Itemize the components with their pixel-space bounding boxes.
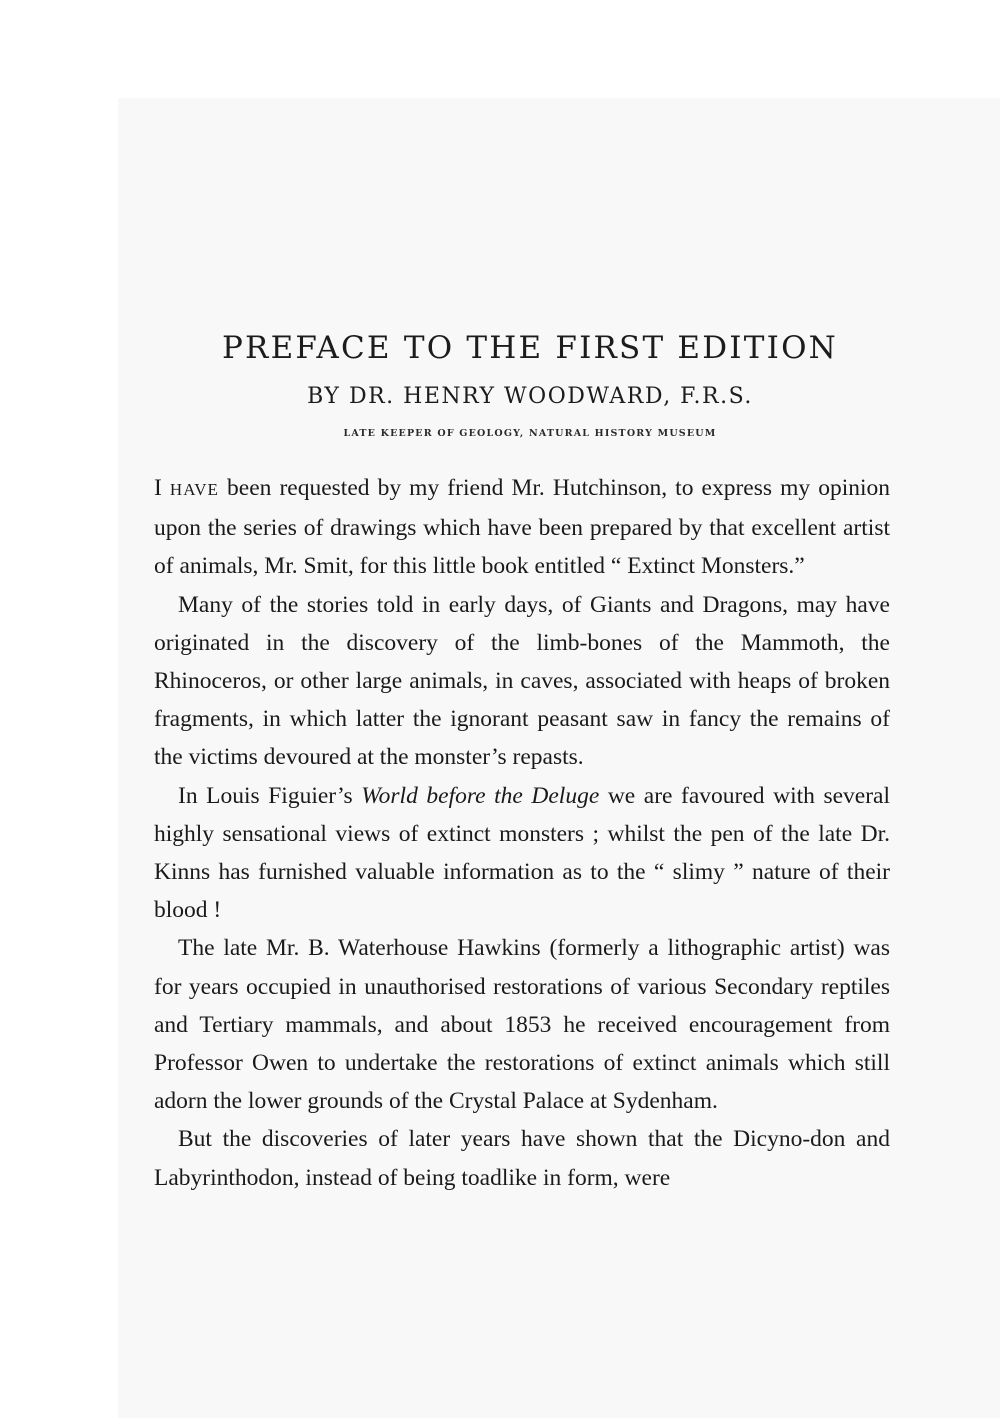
preface-body: [154, 469, 890, 1197]
page-title: PREFACE TO THE FIRST EDITION: [221, 330, 839, 366]
paragraph-3-text-a: In Louis Figuier’s: [178, 782, 362, 809]
paragraph-5: But the discoveries of later years have shown that the Dicyno-don and Labyrinthodon, instead of being toadlike in form, were: [154, 1126, 890, 1191]
smallcaps-word: HAVE: [169, 480, 219, 499]
paragraph-1: [154, 469, 890, 586]
paragraph-1-text: been requested by my friend Mr. Hutchinson, to express my opinion upon the series of drawings which have been prepared by that excellent artist of animals, Mr. Smit, for this little book entitled “ Extinct Monsters.”: [154, 475, 891, 580]
paragraph-3-text-b: we are favoured with several highly sensational views of extinct monsters ; whilst the pen of the late Dr. Kinns has furnished valuable information as to the “ slimy ” nature of their blood !: [154, 782, 891, 924]
author-affiliation: LATE KEEPER OF GEOLOGY, NATURAL HISTORY MUSEUM: [343, 428, 717, 439]
book-title: World before the Deluge: [361, 782, 600, 809]
drop-word: I: [154, 475, 162, 501]
paragraph-4: The late Mr. B. Waterhouse Hawkins (formerly a lithographic artist) was for years occupied in unauthorised restorations of various Secondary reptiles and Tertiary mammals, and about 1853 he received encouragement from Professor Owen to undertake the restorations of extinct animals which still adorn the lower grounds of the Crystal Palace at Sydenham.: [154, 935, 890, 1115]
paragraph-2: Many of the stories told in early days, of Giants and Dragons, may have originated in the discovery of the limb-bones of the Mammoth, the Rhinoceros, or other large animals, in caves, associated with heaps of broken fragments, in which latter the ignorant peasant saw in fancy the remains of the victims devoured at the monster’s repasts.: [154, 591, 890, 771]
paragraph-3: [154, 777, 890, 930]
author-byline: BY DR. HENRY WOODWARD, F.R.S.: [307, 384, 753, 409]
